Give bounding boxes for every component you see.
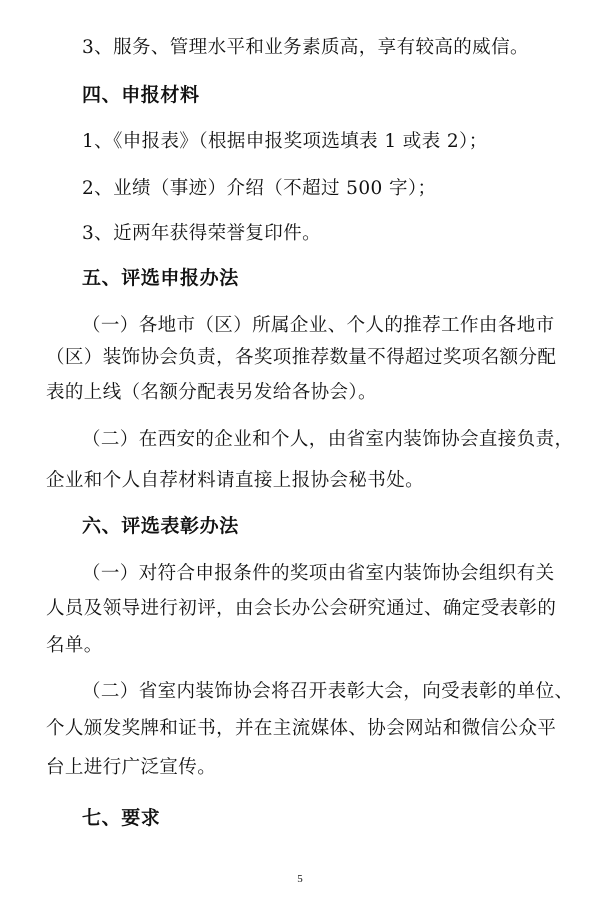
text-line: 1、《申报表》（根据申报奖项选填表 1 或表 2）； bbox=[82, 131, 488, 152]
text-line: 名单。 bbox=[46, 635, 103, 656]
text-line: （一）对符合申报条件的奖项由省室内装饰协会组织有关 bbox=[82, 563, 555, 584]
text-line: （一）各地市（区）所属企业、个人的推荐工作由各地市 bbox=[82, 315, 555, 336]
section-heading: 四、申报材料 bbox=[82, 84, 200, 106]
text-line: （区）装饰协会负责，各奖项推荐数量不得超过奖项名额分配 bbox=[46, 347, 557, 368]
text-line: （二）在西安的企业和个人，由省室内装饰协会直接负责， bbox=[82, 429, 574, 450]
text-line: 2、业绩（事迹）介绍（不超过 500 字）； bbox=[82, 178, 437, 199]
page-number: 5 bbox=[297, 873, 303, 885]
text-line: （二）省室内装饰协会将召开表彰大会，向受表彰的单位、 bbox=[82, 681, 574, 702]
text-line: 台上进行广泛宣传。 bbox=[46, 757, 217, 778]
section-heading: 七、要求 bbox=[82, 807, 161, 829]
text-line: 3、近两年获得荣誉复印件。 bbox=[82, 223, 321, 244]
text-line: 个人颁发奖牌和证书，并在主流媒体、协会网站和微信公众平 bbox=[46, 718, 557, 739]
text-line: 企业和个人自荐材料请直接上报协会秘书处。 bbox=[46, 470, 425, 491]
text-line: 3、服务、管理水平和业务素质高，享有较高的威信。 bbox=[82, 37, 529, 58]
text-line: 表的上线（名额分配表另发给各协会）。 bbox=[46, 382, 377, 403]
section-heading: 五、评选申报办法 bbox=[82, 267, 239, 289]
section-heading: 六、评选表彰办法 bbox=[82, 515, 239, 537]
text-line: 人员及领导进行初评，由会长办公会研究通过、确定受表彰的 bbox=[46, 598, 557, 619]
